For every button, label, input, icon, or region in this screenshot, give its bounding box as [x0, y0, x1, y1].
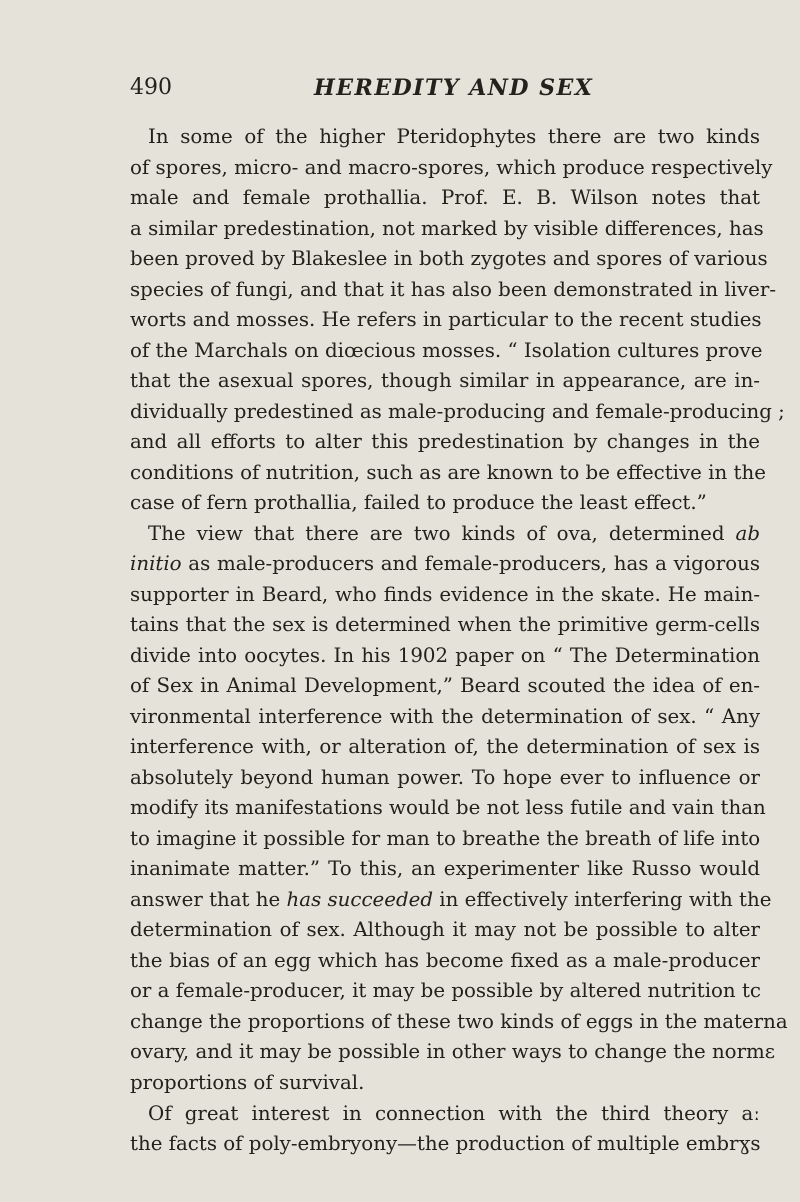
italic-text: initio [130, 552, 182, 576]
text-line: a similar predestination, not marked by visible differences, has [130, 216, 764, 240]
text-line: vironmental interference with the determination of sex. “ Any [130, 704, 760, 728]
page-number: 490 [130, 75, 172, 100]
text-line: supporter in Beard, who finds evidence in the skate. He main- [130, 582, 760, 606]
text-line: the bias of an egg which has become fixed as a male-producer [130, 948, 760, 972]
italic-text: has succeeded [286, 887, 433, 911]
page-header [130, 74, 740, 102]
text-line: to imagine it possible for man to breathe the breath of life into [130, 826, 761, 850]
text-line: determination of sex. Although it may not be possible to alter [130, 918, 760, 942]
text-line: male and female prothallia. Prof. E. B. Wilson notes that [130, 186, 760, 210]
text-line: the facts of poly-embryony—the production of multiple embrɣs [130, 1132, 761, 1156]
text-line: of spores, micro- and macro-spores, which produce respectively [130, 155, 773, 179]
text-line: interference with, or alteration of, the determination of sex is [130, 735, 760, 759]
text-line: Of great interest in connection with the third theory aː [148, 1101, 760, 1125]
text-line [130, 549, 760, 580]
text-line: conditions of nutrition, such as are known to be effective in the [130, 460, 766, 484]
text-line: change the proportions of these two kinds of eggs in the materna [130, 1009, 788, 1033]
text-line [130, 885, 772, 916]
text-line: been proved by Blakeslee in both zygotes and spores of various [130, 247, 768, 271]
text-line: In some of the higher Pteridophytes there are two kinds [148, 125, 760, 148]
text-line: species of fungi, and that it has also been demonstrated in liver- [130, 277, 777, 301]
body-text [130, 122, 788, 1160]
text-run: answer that he [130, 887, 281, 911]
text-line: of Sex in Animal Development,” Beard scouted the idea of en- [130, 674, 760, 698]
text-line: tains that the sex is determined when the primitive germ-cells [130, 613, 760, 637]
text-line: ovary, and it may be possible in other ways to change the normɛ [130, 1040, 776, 1064]
text-line: proportions of survival. [130, 1070, 365, 1094]
text-line: that the asexual spores, though similar in appearance, are in- [130, 369, 760, 393]
text-line: and all efforts to alter this predestination by changes in the [130, 430, 760, 454]
text-line: inanimate matter.” To this, an experimenter like Russo would [130, 857, 760, 881]
italic-text: ab [735, 521, 760, 545]
text-line: or a female-producer, it may be possible by altered nutrition tc [130, 979, 761, 1003]
text-line: of the Marchals on diœcious mosses. “ Isolation cultures prove [130, 338, 763, 362]
running-title: HEREDITY AND SEX [314, 75, 594, 101]
text-line: modify its manifestations would be not less futile and vain than [130, 796, 766, 820]
text-line: case of fern prothallia, failed to produce the least effect.” [130, 491, 707, 515]
text-line: worts and mosses. He refers in particular to the recent studies [130, 308, 762, 332]
text-run: in effectively interfering with the [439, 887, 772, 911]
text-line: divide into oocytes. In his 1902 paper on “ The Determination [130, 643, 760, 667]
text-line [130, 519, 760, 550]
text-line: dividually predestined as male-producing and female-producing ; [130, 399, 785, 423]
text-line: absolutely beyond human power. To hope ever to influence or [130, 765, 760, 789]
text-run: The view that there are two kinds of ova, determined [148, 521, 725, 545]
text-run: as male-producers and female-producers, has a vigorous [188, 552, 760, 576]
